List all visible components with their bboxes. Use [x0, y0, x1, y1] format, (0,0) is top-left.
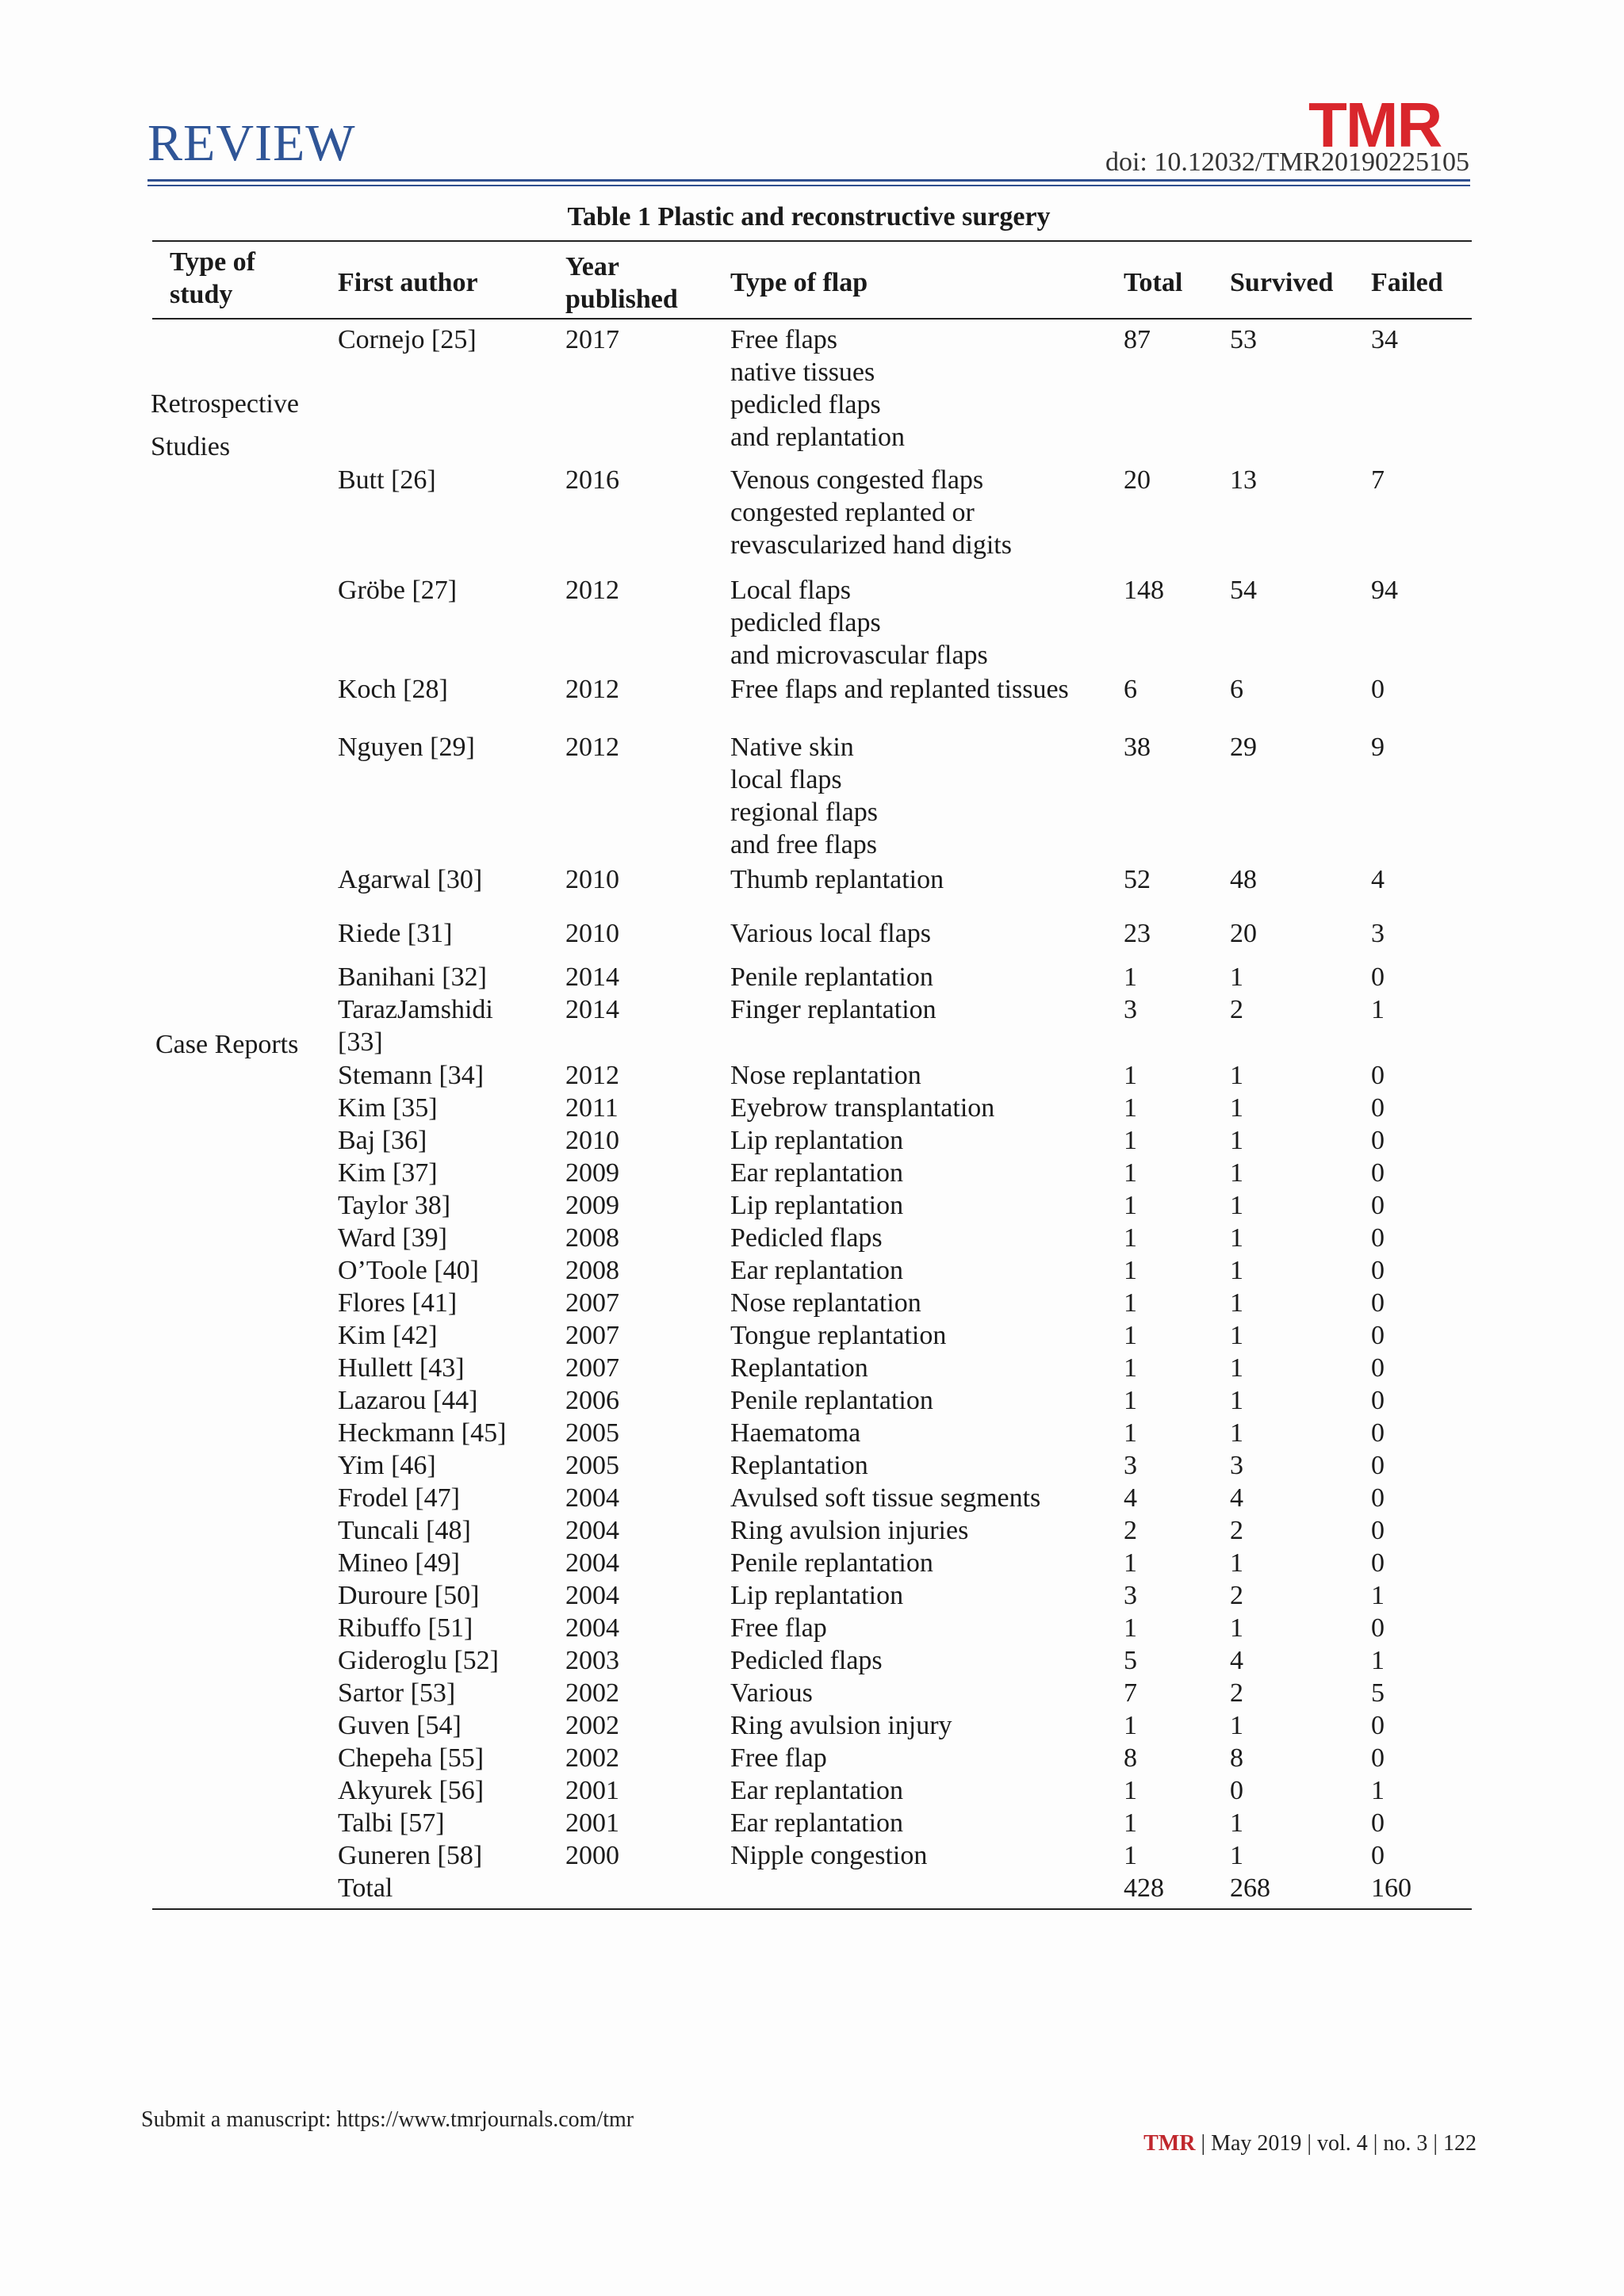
cell-type-of-flap: Nipple congestion — [730, 1841, 928, 1870]
cell-survived: 1 — [1230, 1093, 1243, 1123]
cell-total: 87 — [1124, 325, 1151, 354]
cell-failed: 160 — [1371, 1873, 1411, 1903]
cell-year: 2004 — [565, 1613, 619, 1643]
cell-type-of-flap: Various — [730, 1678, 813, 1708]
cell-failed: 0 — [1371, 1483, 1385, 1513]
cell-year: 2010 — [565, 919, 619, 948]
cell-first-author: Flores [41] — [338, 1288, 458, 1318]
cell-year: 2010 — [565, 865, 619, 894]
cell-type-of-flap: Ear replantation — [730, 1808, 904, 1838]
cell-total: 1 — [1124, 1841, 1137, 1870]
cell-first-author: Koch [28] — [338, 675, 448, 704]
cell-survived: 1 — [1230, 1223, 1243, 1253]
cell-total: 5 — [1124, 1646, 1137, 1675]
cell-failed: 0 — [1371, 1808, 1385, 1838]
journal-logo: TMR — [1308, 90, 1442, 160]
cell-total: 1 — [1124, 1158, 1137, 1188]
cell-type-of-flap: Ring avulsion injury — [730, 1711, 952, 1740]
cell-failed: 0 — [1371, 1256, 1385, 1285]
section-label: REVIEW — [147, 114, 356, 172]
cell-survived: 1 — [1230, 1613, 1243, 1643]
cell-year: 2016 — [565, 465, 619, 495]
cell-survived: 20 — [1230, 919, 1257, 948]
header-rule — [147, 179, 1470, 182]
col-header-type-of-flap: Type of flap — [730, 268, 868, 297]
cell-year: 2004 — [565, 1483, 619, 1513]
cell-total: 3 — [1124, 1581, 1137, 1610]
cell-year: 2012 — [565, 1061, 619, 1090]
cell-year: 2007 — [565, 1321, 619, 1350]
cell-year: 2000 — [565, 1841, 619, 1870]
cell-type-of-flap: Native skin local flaps regional flaps and free flaps — [730, 733, 878, 859]
cell-survived: 1 — [1230, 1321, 1243, 1350]
cell-type-of-flap: Free flap — [730, 1613, 827, 1643]
cell-failed: 0 — [1371, 1743, 1385, 1773]
cell-failed: 1 — [1371, 1776, 1385, 1805]
cell-survived: 1 — [1230, 962, 1243, 992]
cell-first-author: Butt [26] — [338, 465, 436, 495]
cell-type-of-flap: Replantation — [730, 1451, 868, 1480]
cell-survived: 29 — [1230, 733, 1257, 762]
cell-year: 2004 — [565, 1548, 619, 1578]
cell-type-of-flap: Ear replantation — [730, 1256, 904, 1285]
cell-failed: 0 — [1371, 1126, 1385, 1155]
cell-type-of-flap: Free flaps and replanted tissues — [730, 675, 1069, 704]
cell-total: 1 — [1124, 1808, 1137, 1838]
cell-first-author: Ribuffo [51] — [338, 1613, 473, 1643]
cell-first-author: Cornejo [25] — [338, 325, 477, 354]
cell-first-author: Ward [39] — [338, 1223, 447, 1253]
cell-total: 38 — [1124, 733, 1151, 762]
cell-first-author: Frodel [47] — [338, 1483, 460, 1513]
cell-failed: 0 — [1371, 1288, 1385, 1318]
cell-failed: 1 — [1371, 1581, 1385, 1610]
cell-first-author: Kim [42] — [338, 1321, 438, 1350]
cell-first-author: Banihani [32] — [338, 962, 487, 992]
cell-failed: 1 — [1371, 1646, 1385, 1675]
cell-first-author: Gideroglu [52] — [338, 1646, 500, 1675]
cell-type-of-flap: Lip replantation — [730, 1191, 904, 1220]
cell-survived: 1 — [1230, 1841, 1243, 1870]
cell-first-author: Total — [338, 1873, 393, 1903]
cell-first-author: Guven [54] — [338, 1711, 462, 1740]
cell-type-of-flap: Pedicled flaps — [730, 1646, 883, 1675]
cell-total: 1 — [1124, 1418, 1137, 1448]
cell-survived: 1 — [1230, 1191, 1243, 1220]
cell-year: 2003 — [565, 1646, 619, 1675]
cell-survived: 268 — [1230, 1873, 1270, 1903]
cell-total: 1 — [1124, 1711, 1137, 1740]
col-header-total: Total — [1124, 268, 1183, 297]
cell-failed: 0 — [1371, 1418, 1385, 1448]
table-caption: Table 1 Plastic and reconstructive surgery — [567, 202, 1051, 232]
cell-survived: 48 — [1230, 865, 1257, 894]
cell-type-of-flap: Ear replantation — [730, 1158, 904, 1188]
cell-total: 2 — [1124, 1516, 1137, 1545]
cell-survived: 2 — [1230, 995, 1243, 1024]
cell-total: 3 — [1124, 1451, 1137, 1480]
table-header-rule — [152, 318, 1472, 320]
group-retrospective-studies: Retrospective Studies — [151, 389, 299, 461]
cell-type-of-flap: Penile replantation — [730, 1548, 933, 1578]
cell-survived: 53 — [1230, 325, 1257, 354]
cell-total: 3 — [1124, 995, 1137, 1024]
table-bottom-rule — [152, 1908, 1472, 1910]
cell-failed: 0 — [1371, 1158, 1385, 1188]
col-header-first-author: First author — [338, 268, 478, 297]
cell-first-author: Kim [35] — [338, 1093, 438, 1123]
cell-first-author: Baj [36] — [338, 1126, 427, 1155]
cell-survived: 1 — [1230, 1126, 1243, 1155]
cell-total: 8 — [1124, 1743, 1137, 1773]
cell-first-author: Hullett [43] — [338, 1353, 465, 1383]
cell-total: 1 — [1124, 1548, 1137, 1578]
cell-survived: 2 — [1230, 1581, 1243, 1610]
cell-survived: 3 — [1230, 1451, 1243, 1480]
cell-total: 4 — [1124, 1483, 1137, 1513]
cell-failed: 0 — [1371, 1613, 1385, 1643]
cell-total: 1 — [1124, 1288, 1137, 1318]
cell-type-of-flap: Penile replantation — [730, 1386, 933, 1415]
cell-failed: 3 — [1371, 919, 1385, 948]
cell-survived: 6 — [1230, 675, 1243, 704]
cell-total: 148 — [1124, 576, 1164, 605]
cell-year: 2012 — [565, 675, 619, 704]
cell-survived: 1 — [1230, 1061, 1243, 1090]
cell-first-author: Gröbe [27] — [338, 576, 458, 605]
cell-first-author: Heckmann [45] — [338, 1418, 507, 1448]
cell-year: 2002 — [565, 1678, 619, 1708]
cell-type-of-flap: Nose replantation — [730, 1061, 921, 1090]
cell-failed: 0 — [1371, 675, 1385, 704]
cell-survived: 1 — [1230, 1256, 1243, 1285]
cell-failed: 9 — [1371, 733, 1385, 762]
page-footer-citation — [1143, 2131, 1477, 2156]
cell-survived: 1 — [1230, 1418, 1243, 1448]
cell-first-author: Guneren [58] — [338, 1841, 483, 1870]
cell-type-of-flap: Haematoma — [730, 1418, 861, 1448]
cell-failed: 0 — [1371, 1191, 1385, 1220]
cell-type-of-flap: Nose replantation — [730, 1288, 921, 1318]
cell-first-author: Yim [46] — [338, 1451, 436, 1480]
cell-type-of-flap: Ring avulsion injuries — [730, 1516, 969, 1545]
cell-year: 2001 — [565, 1808, 619, 1838]
cell-failed: 5 — [1371, 1678, 1385, 1708]
cell-year: 2008 — [565, 1256, 619, 1285]
cell-first-author: Sartor [53] — [338, 1678, 456, 1708]
cell-year: 2014 — [565, 995, 619, 1024]
cell-year: 2004 — [565, 1581, 619, 1610]
cell-type-of-flap: Venous congested flaps congested replanted or revascularized hand digits — [730, 465, 1012, 560]
table-top-rule — [152, 240, 1472, 242]
col-header-survived: Survived — [1230, 268, 1334, 297]
cell-survived: 1 — [1230, 1808, 1243, 1838]
cell-first-author: Stemann [34] — [338, 1061, 485, 1090]
cell-failed: 0 — [1371, 1711, 1385, 1740]
cell-total: 1 — [1124, 1386, 1137, 1415]
cell-total: 1 — [1124, 1223, 1137, 1253]
cell-first-author: Chepeha [55] — [338, 1743, 485, 1773]
cell-type-of-flap: Lip replantation — [730, 1126, 904, 1155]
cell-type-of-flap: Local flaps pedicled flaps and microvascular flaps — [730, 576, 988, 670]
cell-first-author: Tuncali [48] — [338, 1516, 471, 1545]
doi: doi: 10.12032/TMR20190225105 — [1105, 147, 1469, 177]
cell-survived: 1 — [1230, 1711, 1243, 1740]
cell-first-author: O’Toole [40] — [338, 1256, 479, 1285]
cell-year: 2010 — [565, 1126, 619, 1155]
cell-type-of-flap: Finger replantation — [730, 995, 936, 1024]
cell-year: 2002 — [565, 1743, 619, 1773]
cell-year: 2012 — [565, 733, 619, 762]
col-header-type-of-study: Type of study — [170, 247, 255, 309]
cell-first-author: Talbi [57] — [338, 1808, 445, 1838]
cell-total: 428 — [1124, 1873, 1164, 1903]
cell-type-of-flap: Replantation — [730, 1353, 868, 1383]
submit-manuscript-note: Submit a manuscript: https://www.tmrjournals.com/tmr — [141, 2107, 634, 2132]
cell-survived: 2 — [1230, 1516, 1243, 1545]
group-case-reports: Case Reports — [155, 1030, 299, 1059]
cell-failed: 0 — [1371, 1841, 1385, 1870]
cell-total: 1 — [1124, 1321, 1137, 1350]
cell-survived: 4 — [1230, 1483, 1243, 1513]
cell-failed: 0 — [1371, 1386, 1385, 1415]
cell-first-author: Kim [37] — [338, 1158, 438, 1188]
cell-year: 2011 — [565, 1093, 619, 1123]
cell-year: 2002 — [565, 1711, 619, 1740]
header-rule-secondary — [147, 185, 1470, 186]
cell-survived: 0 — [1230, 1776, 1243, 1805]
cell-total: 1 — [1124, 1613, 1137, 1643]
cell-failed: 94 — [1371, 576, 1398, 605]
cell-total: 1 — [1124, 962, 1137, 992]
cell-year: 2017 — [565, 325, 619, 354]
cell-total: 1 — [1124, 1256, 1137, 1285]
cell-total: 6 — [1124, 675, 1137, 704]
cell-year: 2007 — [565, 1353, 619, 1383]
cell-year: 2007 — [565, 1288, 619, 1318]
cell-first-author: Riede [31] — [338, 919, 453, 948]
cell-type-of-flap: Pedicled flaps — [730, 1223, 883, 1253]
cell-type-of-flap: Penile replantation — [730, 962, 933, 992]
cell-survived: 1 — [1230, 1548, 1243, 1578]
cell-failed: 0 — [1371, 1321, 1385, 1350]
cell-failed: 1 — [1371, 995, 1385, 1024]
cell-failed: 4 — [1371, 865, 1385, 894]
cell-failed: 0 — [1371, 1353, 1385, 1383]
cell-year: 2014 — [565, 962, 619, 992]
cell-first-author: Duroure [50] — [338, 1581, 480, 1610]
cell-type-of-flap: Thumb replantation — [730, 865, 944, 894]
cell-first-author: Mineo [49] — [338, 1548, 460, 1578]
cell-failed: 0 — [1371, 1093, 1385, 1123]
cell-year: 2001 — [565, 1776, 619, 1805]
cell-type-of-flap: Eyebrow transplantation — [730, 1093, 995, 1123]
cell-year: 2009 — [565, 1158, 619, 1188]
cell-survived: 8 — [1230, 1743, 1243, 1773]
cell-type-of-flap: Lip replantation — [730, 1581, 904, 1610]
cell-type-of-flap: Tongue replantation — [730, 1321, 947, 1350]
cell-total: 1 — [1124, 1353, 1137, 1383]
footer-journal-name: TMR — [1143, 2131, 1196, 2156]
cell-survived: 1 — [1230, 1288, 1243, 1318]
cell-year: 2009 — [565, 1191, 619, 1220]
cell-total: 1 — [1124, 1191, 1137, 1220]
cell-survived: 54 — [1230, 576, 1257, 605]
cell-total: 1 — [1124, 1093, 1137, 1123]
cell-year: 2004 — [565, 1516, 619, 1545]
cell-year: 2005 — [565, 1418, 619, 1448]
col-header-year: Year published — [565, 252, 678, 314]
cell-total: 1 — [1124, 1126, 1137, 1155]
cell-type-of-flap: Various local flaps — [730, 919, 932, 948]
cell-survived: 1 — [1230, 1353, 1243, 1383]
cell-survived: 13 — [1230, 465, 1257, 495]
cell-type-of-flap: Ear replantation — [730, 1776, 904, 1805]
cell-failed: 0 — [1371, 1451, 1385, 1480]
cell-survived: 2 — [1230, 1678, 1243, 1708]
cell-failed: 0 — [1371, 1516, 1385, 1545]
cell-year: 2005 — [565, 1451, 619, 1480]
cell-total: 1 — [1124, 1776, 1137, 1805]
cell-year: 2006 — [565, 1386, 619, 1415]
cell-survived: 1 — [1230, 1158, 1243, 1188]
cell-failed: 7 — [1371, 465, 1385, 495]
cell-failed: 0 — [1371, 962, 1385, 992]
cell-failed: 0 — [1371, 1061, 1385, 1090]
cell-total: 1 — [1124, 1061, 1137, 1090]
cell-first-author: TarazJamshidi [33] — [338, 995, 493, 1057]
cell-type-of-flap: Free flaps native tissues pedicled flaps and replantation — [730, 325, 905, 452]
cell-first-author: Agarwal [30] — [338, 865, 483, 894]
cell-failed: 34 — [1371, 325, 1398, 354]
cell-year: 2008 — [565, 1223, 619, 1253]
cell-first-author: Nguyen [29] — [338, 733, 475, 762]
cell-total: 52 — [1124, 865, 1151, 894]
cell-failed: 0 — [1371, 1223, 1385, 1253]
cell-survived: 4 — [1230, 1646, 1243, 1675]
cell-first-author: Taylor 38] — [338, 1191, 451, 1220]
cell-year: 2012 — [565, 576, 619, 605]
cell-type-of-flap: Avulsed soft tissue segments — [730, 1483, 1041, 1513]
cell-failed: 0 — [1371, 1548, 1385, 1578]
cell-first-author: Akyurek [56] — [338, 1776, 485, 1805]
cell-first-author: Lazarou [44] — [338, 1386, 478, 1415]
footer-issue-info: | May 2019 | vol. 4 | no. 3 | 122 — [1195, 2131, 1477, 2156]
cell-type-of-flap: Free flap — [730, 1743, 827, 1773]
cell-total: 7 — [1124, 1678, 1137, 1708]
cell-survived: 1 — [1230, 1386, 1243, 1415]
cell-total: 20 — [1124, 465, 1151, 495]
col-header-failed: Failed — [1371, 268, 1443, 297]
cell-total: 23 — [1124, 919, 1151, 948]
